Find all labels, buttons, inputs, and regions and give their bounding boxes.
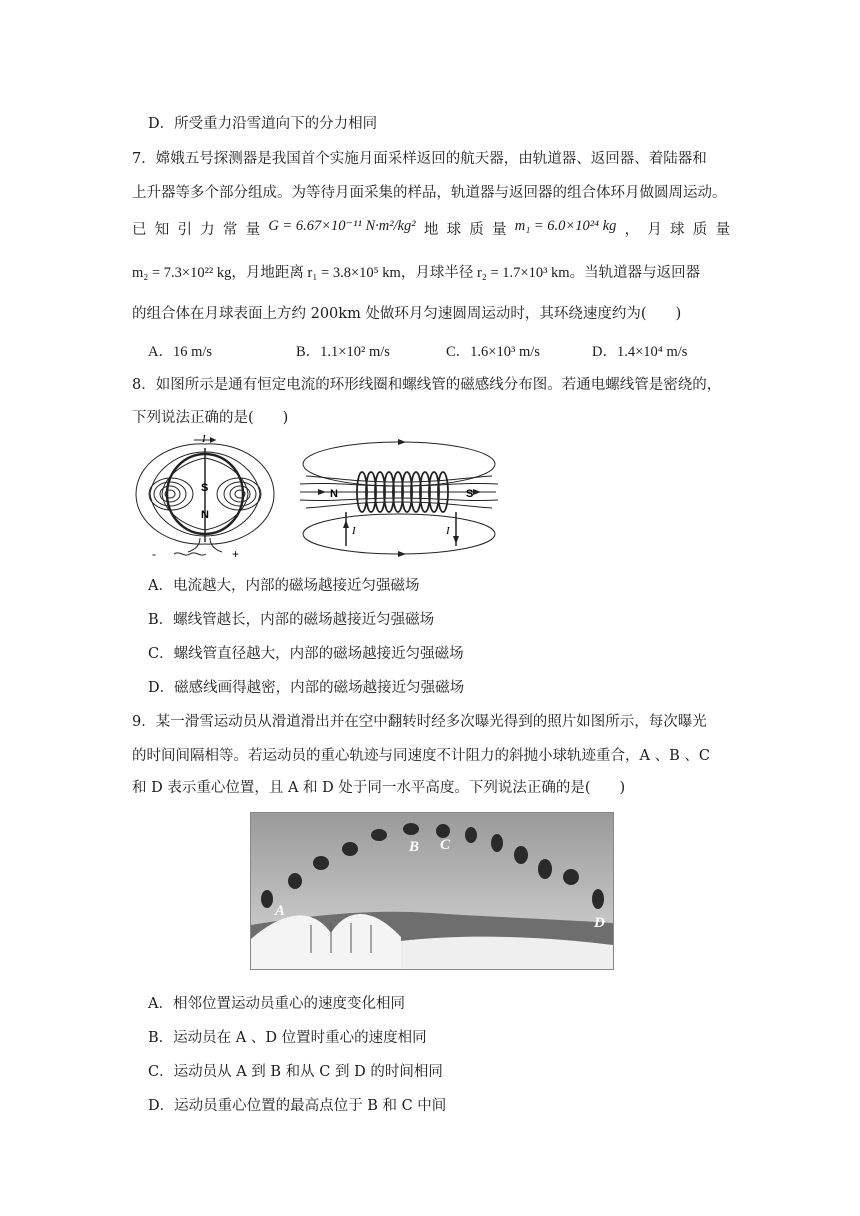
q7-word: 量 [492,222,507,238]
label-I: I [446,525,450,537]
label-S: S [201,482,209,494]
q9-stem-line1: 9．某一滑雪运动员从滑道滑出并在空中翻转时经多次曝光得到的照片如图所示，每次曝光 [132,714,707,730]
q7-word: 量 [245,222,261,238]
q7-stem-line2: 上升器等多个部分组成。为等待月面采集的样品，轨道器与返回器的组合体环月做圆周运动。 [132,185,727,201]
label-I: I [352,525,356,537]
skier-multi-exposure-photo [250,812,614,970]
q6-option-d: D．所受重力沿雪道向下的分力相同 [148,116,378,132]
q7-word: 质 [692,222,708,238]
photo-label-D: D [594,915,605,931]
current-arrow-icon [210,437,216,443]
q9-stem-line2: 的时间间隔相等。若运动员的重心轨迹与同速度不计阻力的斜抛小球轨迹重合，A 、B 、C [132,748,710,764]
q7-option-d: D．1.4×10⁴ m/s [592,344,688,360]
q7-stem-line1: 7．嫦娥五号探测器是我国首个实施月面采样返回的航天器，由轨道器、返回器、着陆器和 [132,151,707,167]
current-up-arrow-icon [343,520,349,528]
q7-option-a: A．16 m/s [148,344,213,360]
q7-word: 地 [423,222,439,238]
q7-gravity-constant: G = 6.67×10⁻¹¹ N·m²/kg² [268,218,416,234]
q7-word: 球 [670,222,685,238]
q7-word: 量 [715,222,730,238]
q7-option-c: C．1.6×10³ m/s [446,344,540,360]
q8-option-c: C．螺线管直径越大，内部的磁场越接近匀强磁场 [148,646,464,662]
photo-label-C: C [440,837,451,853]
q8-option-d: D．磁感线画得越密，内部的磁场越接近匀强磁场 [148,680,465,696]
current-down-arrow-icon [453,536,459,544]
q8-option-b: B．螺线管越长，内部的磁场越接近匀强磁场 [148,612,435,628]
loop-coil-field-figure [134,434,276,560]
q7-word: 力 [200,222,215,238]
q8-option-a: A．电流越大，内部的磁场越接近匀强磁场 [148,578,420,594]
label-S: S [466,488,474,500]
q7-stem-line5: 的组合体在月球表面上方约 200km 处做环月匀速圆周运动时，其环绕速度约为( ) [132,306,682,322]
label-minus: - [152,547,156,560]
q7-word: 知 [154,222,170,238]
q7-word: 常 [222,222,238,238]
q9-stem-line3: 和 D 表示重心位置，且 A 和 D 处于同一水平高度。下列说法正确的是( ) [132,780,626,796]
q8-stem-line2: 下列说法正确的是( ) [132,410,289,426]
label-I: I [202,434,206,445]
q9-option-a: A．相邻位置运动员重心的速度变化相同 [148,996,405,1012]
q7-word: 质 [469,222,484,238]
q8-stem-line1: 8．如图所示是通有恒定电流的环形线圈和螺线管的磁感线分布图。若通电螺线管是密绕的， [132,377,722,393]
label-N: N [330,488,338,500]
photo-label-A: A [275,903,286,919]
photo-label-B: B [409,839,420,855]
q7-word: ， [624,222,640,238]
q7-stem-line3 [132,218,730,239]
q7-stem-line4: m₂ = 7.3×10²² kg，月地距离 r₁ = 3.8×10⁵ km，月球半径 r₂ = 1.7×10³ km。当轨道器与返回器 [132,265,701,281]
q9-option-c: C．运动员从 A 到 B 和从 C 到 D 的时间相同 [148,1064,443,1080]
q9-option-b: B．运动员在 A 、D 位置时重心的速度相同 [148,1030,427,1046]
label-N: N [201,509,209,521]
q7-option-b: B．1.1×10² m/s [296,344,390,360]
label-plus: + [232,547,240,560]
q7-word: 引 [177,222,192,238]
solenoid-field-figure [296,434,502,560]
q7-word: 月 [647,222,662,238]
q7-word: 已 [132,222,147,238]
q9-option-d: D．运动员重心位置的最高点位于 B 和 C 中间 [148,1098,447,1114]
q7-earth-mass: m₁ = 6.0×10²⁴ kg [514,218,617,234]
q7-word: 球 [446,222,462,238]
